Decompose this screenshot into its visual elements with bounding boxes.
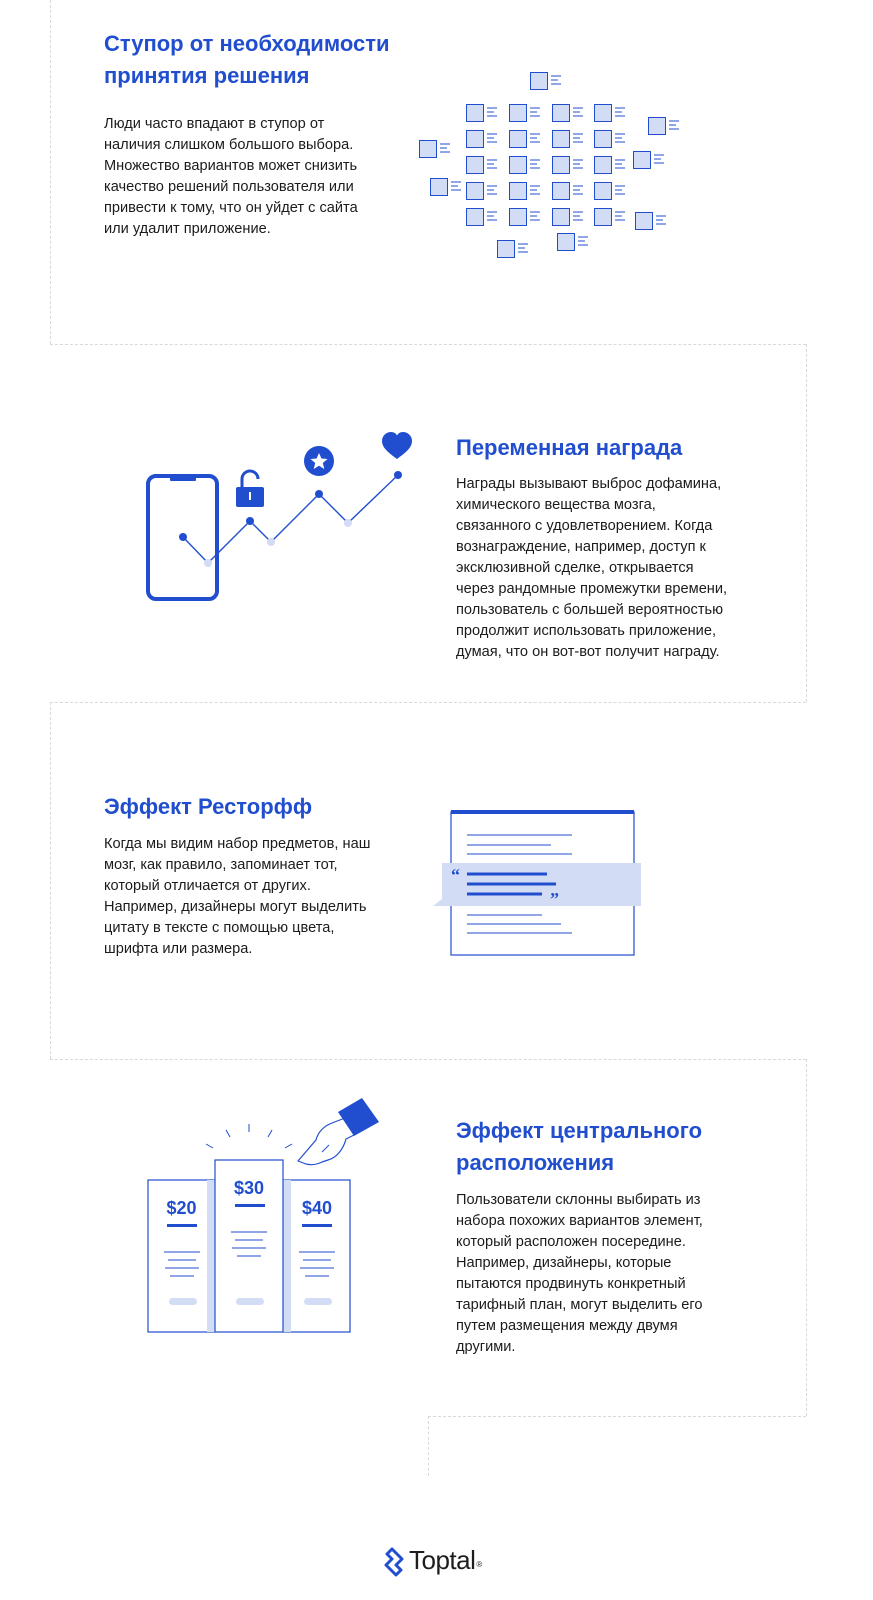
choice-card — [634, 152, 665, 169]
body-line: химического вещества мозга, — [456, 497, 656, 513]
pricing-illustration — [140, 1092, 400, 1342]
trend-point — [204, 559, 212, 567]
card-button — [304, 1298, 332, 1305]
body-line: набора похожих вариантов элемент, — [456, 1213, 703, 1229]
choice-card — [595, 131, 626, 148]
card-shadow — [207, 1180, 215, 1332]
divider — [806, 1059, 807, 1416]
divider — [50, 702, 51, 1059]
body-line: мозг, как правило, запоминает тот, — [104, 857, 338, 873]
section-body — [104, 114, 358, 240]
heart-icon — [382, 432, 412, 459]
section-title-decision-paralysis — [104, 28, 390, 92]
body-line: эксклюзивной сделке, открывается — [456, 560, 694, 576]
body-line: который расположен посередине. — [456, 1234, 686, 1250]
section-body — [456, 1190, 703, 1358]
title-line: Эффект центрального — [456, 1118, 703, 1143]
trend-point — [315, 490, 323, 498]
divider — [50, 1059, 806, 1060]
highlighted-quote-illustration — [430, 805, 650, 965]
title-line: Эффект Ресторфф — [104, 794, 313, 819]
choice-card — [553, 157, 584, 174]
section-title-center-stage-effect — [456, 1115, 702, 1179]
choice-card — [467, 209, 498, 226]
body-line: думая, что он вот-вот получит награду. — [456, 644, 720, 660]
section-body — [456, 474, 727, 663]
choice-card — [595, 209, 626, 226]
choice-card — [510, 131, 541, 148]
body-line: цитату в тексте с помощью цвета, — [104, 920, 335, 936]
title-line: Ступор от необходимости — [104, 31, 390, 56]
body-line: или удалит приложение. — [104, 221, 271, 237]
trend-point — [344, 519, 352, 527]
trend-point — [179, 533, 187, 541]
price-center: $30 — [233, 1178, 265, 1198]
choice-card — [467, 183, 498, 200]
document-header-bar — [451, 810, 634, 814]
title-line: принятия решения — [104, 63, 310, 88]
choice-card — [595, 105, 626, 122]
choice-card — [595, 157, 626, 174]
choice-card — [510, 157, 541, 174]
trend-point — [394, 471, 402, 479]
body-line: пытаются продвинуть конкретный — [456, 1276, 686, 1292]
card-shadow — [283, 1180, 291, 1332]
body-line: Множество вариантов может снизить — [104, 158, 358, 174]
choice-card — [636, 213, 667, 230]
body-line: тарифный план, могут выделить его — [456, 1297, 703, 1313]
card-button — [169, 1298, 197, 1305]
body-line: Награды вызывают выброс дофамина, — [456, 476, 722, 492]
choice-card — [510, 183, 541, 200]
body-line: качество решений пользователя или — [104, 179, 354, 195]
body-line: пользователь с большей вероятностью — [456, 602, 724, 618]
body-line: Например, дизайнеры могут выделить — [104, 899, 367, 915]
reward-illustration — [140, 425, 440, 615]
star-badge-icon — [304, 446, 334, 476]
card-button — [236, 1298, 264, 1305]
pointing-hand-icon — [298, 1098, 379, 1165]
divider — [50, 344, 806, 345]
choice-card — [498, 241, 529, 258]
price-underline — [302, 1224, 332, 1227]
toptal-logo[interactable] — [384, 1545, 482, 1576]
choice-grid-illustration — [410, 66, 710, 266]
choice-card — [467, 105, 498, 122]
body-line: продолжит использовать приложение, — [456, 623, 716, 639]
title-line: Переменная награда — [456, 435, 683, 460]
choice-card — [420, 141, 451, 158]
choice-card — [531, 73, 562, 90]
divider — [50, 0, 51, 344]
price-underline — [167, 1224, 197, 1227]
choice-card — [595, 183, 626, 200]
section-title-variable-reward — [456, 432, 682, 464]
divider — [428, 1416, 806, 1417]
toptal-logo-icon — [384, 1547, 406, 1575]
section-title-restorff-effect — [104, 791, 312, 823]
body-line: шрифта или размера. — [104, 941, 253, 957]
choice-card — [467, 157, 498, 174]
choice-card — [553, 209, 584, 226]
section-body — [104, 834, 370, 960]
sparkle-rays — [206, 1124, 292, 1148]
trend-point — [267, 538, 275, 546]
quote-open-mark: “ — [451, 865, 460, 885]
brand-name: Toptal — [409, 1545, 476, 1575]
body-line: через рандомные промежутки времени, — [456, 581, 728, 597]
body-line: привести к тому, что он уйдет с сайта — [104, 200, 358, 216]
trend-point — [246, 517, 254, 525]
choice-card — [553, 131, 584, 148]
body-line: вознаграждение, например, доступ к — [456, 539, 706, 555]
body-line: Пользователи склонны выбирать из — [456, 1192, 701, 1208]
body-line: связанного с удовлетворением. Когда — [456, 518, 713, 534]
body-line: Люди часто впадают в ступор от — [104, 116, 325, 132]
body-line: путем размещения между двумя — [456, 1318, 678, 1334]
choice-card — [553, 105, 584, 122]
choice-card — [510, 209, 541, 226]
body-line: наличия слишком большого выбора. — [104, 137, 354, 153]
body-line: другими. — [456, 1339, 516, 1355]
price-right: $40 — [301, 1198, 333, 1218]
divider — [50, 702, 806, 703]
price-left: $20 — [166, 1198, 197, 1218]
body-line: Когда мы видим набор предметов, наш — [104, 836, 371, 852]
divider — [428, 1416, 429, 1476]
choice-card — [553, 183, 584, 200]
choice-card — [558, 234, 589, 251]
choice-card — [510, 105, 541, 122]
title-line: расположения — [456, 1150, 615, 1175]
body-line: Например, дизайнеры, которые — [456, 1255, 672, 1271]
divider — [806, 344, 807, 702]
choice-card — [649, 118, 680, 135]
price-underline — [235, 1204, 265, 1207]
quote-close-mark: ” — [550, 889, 559, 909]
body-line: который отличается от других. — [104, 878, 311, 894]
phone-notch — [170, 476, 196, 481]
choice-card — [431, 179, 462, 196]
choice-card — [467, 131, 498, 148]
lock-icon — [236, 471, 264, 507]
registered-mark: ® — [476, 1560, 483, 1569]
